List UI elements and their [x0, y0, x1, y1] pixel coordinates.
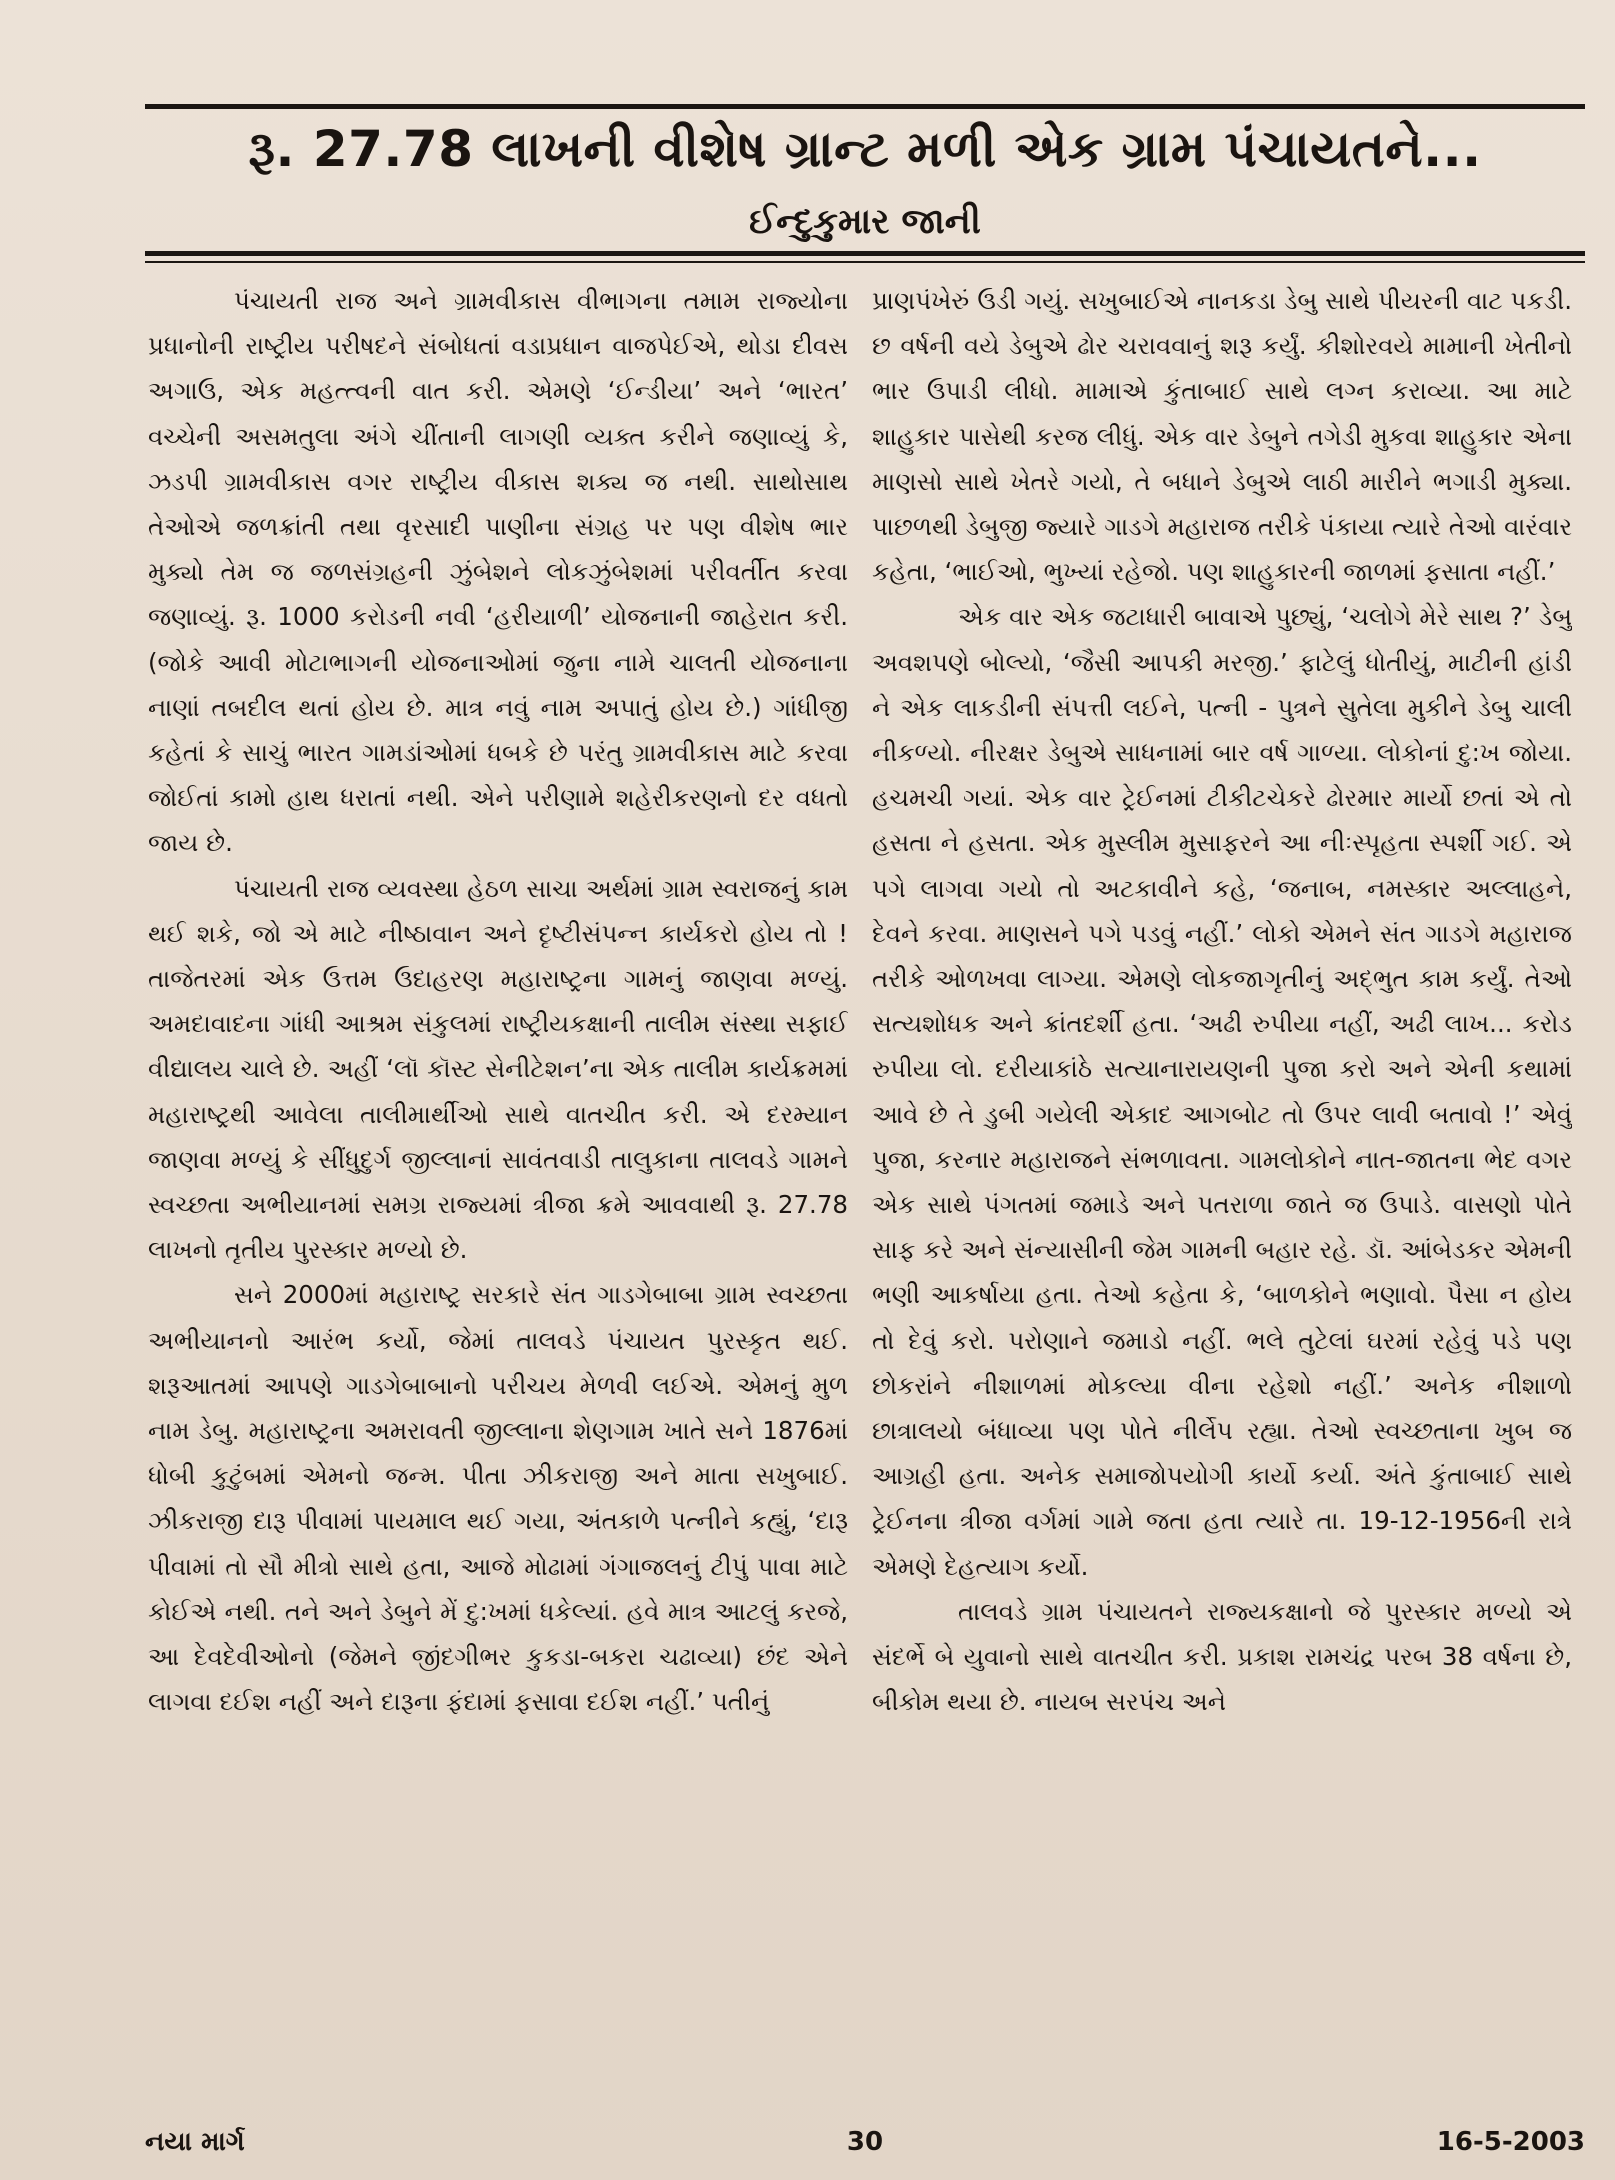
page-footer	[145, 2122, 1585, 2162]
paragraph: સને 2000માં મહારાષ્ટ્ર સરકારે સંત ગાડગેબાબા ગ્રામ સ્વચ્છતા અભીયાનનો આરંભ કર્યો, જેમાં તાલવડે પંચાયત પુરસ્કૃત થઈ. શરૂઆતમાં આપણે ગાડગેબાબાનો પરીચય મેળવી લઈએ. એમનું મુળ નામ ડેબુ. મહારાષ્ટ્રના અમરાવતી જીલ્લાના શેણગામ ખાતે સને 1876માં ધોબી કુટુંબમાં એમનો જન્મ. પીતા ઝીકરાજી અને માતા સખુબાઈ. ઝીકરાજી દારૂ પીવામાં પાયમાલ થઈ ગયા, અંતકાળે પત્નીને કહ્યું, ‘દારૂ પીવામાં તો સૌ મીત્રો સાથે હતા, આજે મોઢામાં ગંગાજલનું ટીપું પાવા માટે કોઈએ નથી. તને અને ડેબુને મેં દુ:ખમાં ધકેલ્યાં. હવે માત્ર આટલું કરજે, આ દેવદેવીઓનો (જેમને જીંદગીભર કુકડા-બકરા ચઢાવ્યા) છંદ એને લાગવા દઈશ નહીં અને દારૂના ફંદામાં ફસાવા દઈશ નહીં.’ પતીનું	[148, 1280, 848, 1717]
top-rule	[145, 104, 1585, 109]
article-title: રૂ. 27.78 લાખની વીશેષ ગ્રાન્ટ મળી એક ગ્રામ પંચાયતને...	[248, 120, 1482, 178]
left-column	[148, 278, 848, 2108]
issue-date: 16-5-2003	[1436, 2127, 1585, 2157]
paragraph: એક વાર એક જટાધારી બાવાએ પુછ્યું, ‘ચલોગે મેરે સાથ ?’ ડેબુ અવશપણે બોલ્યો, ‘જૈસી આપકી મરજી.’ ફાટેલું ધોતીયું, માટીની હાંડી ને એક લાકડીની સંપત્તી લઈને, પત્ની - પુત્રને સુતેલા મુકીને ડેબુ ચાલી નીકળ્યો. નીરક્ષર ડેબુએ સાધનામાં બાર વર્ષ ગાળ્યા. લોકોનાં દુ:ખ જોયા. હચમચી ગયાં. એક વાર ટ્રેઈનમાં ટીકીટચેકરે ઢોરમાર માર્યો છતાં એ તો હસતા ને હસતા. એક મુસ્લીમ મુસાફરને આ નીઃસ્પૃહતા સ્પર્શી ગઈ. એ પગે લાગવા ગયો તો અટકાવીને કહે, ‘જનાબ, નમસ્કાર અલ્લાહને, દેવને કરવા. માણસને પગે પડવું નહીં.’ લોકો એમને સંત ગાડગે મહારાજ તરીકે ઓળખવા લાગ્યા. એમણે લોકજાગૃતીનું અદ્ભુત કામ કર્યું. તેઓ સત્યશોધક અને ક્રાંતદર્શી હતા. ‘અઢી રુપીયા નહીં, અઢી લાખ... કરોડ રુપીયા લો. દરીયાકાંઠે સત્યાનારાયણની પુજા કરો અને એની કથામાં આવે છે તે ડુબી ગયેલી એકાદ આગબોટ તો ઉપર લાવી બતાવો !’ એવું પુજા, કરનાર મહારાજને સંભળાવતા. ગામલોકોને નાત-જાતના ભેદ વગર એક સાથે પંગતમાં જમાડે અને પતરાળા જાતે જ ઉપાડે. વાસણો પોતે સાફ કરે અને સંન્યાસીની જેમ ગામની બહાર રહે. ડૉ. આંબેડકર એમની ભણી આકર્ષાયા હતા. તેઓ કહેતા કે, ‘બાળકોને ભણાવો. પૈસા ન હોય તો દેવું કરો. પરોણાને જમાડો નહીં. ભલે તુટેલાં ઘરમાં રહેવું પડે પણ છોકરાંને નીશાળમાં મોકલ્યા વીના રહેશો નહીં.’ અનેક નીશાળો છાત્રાલયો બંધાવ્યા પણ પોતે નીર્લેપ રહ્યા. તેઓ સ્વચ્છતાના ખુબ જ આગ્રહી હતા. અનેક સમાજોપયોગી કાર્યો કર્યા. અંતે કુંતાબાઈ સાથે ટ્રેઈનના ત્રીજા વર્ગમાં ગામે જતા હતા ત્યારે તા. 19-12-1956ની રાત્રે એમણે દેહત્યાગ કર્યો.	[872, 602, 1572, 1581]
header-rule-thick	[145, 251, 1585, 256]
article-author: ઈન્દુકુમાર જાની	[749, 202, 981, 242]
paragraph: પંચાયતી રાજ અને ગ્રામવીકાસ વીભાગના તમામ રાજ્યોના પ્રધાનોની રાષ્ટ્રીય પરીષદને સંબોધતાં વડાપ્રધાન વાજપેઈએ, થોડા દીવસ અગાઉ, એક મહત્ત્વની વાત કરી. એમણે ‘ઈન્ડીયા’ અને ‘ભારત’ વચ્ચેની અસમતુલા અંગે ચીંતાની લાગણી વ્યક્ત કરીને જણાવ્યું કે, ઝડપી ગ્રામવીકાસ વગર રાષ્ટ્રીય વીકાસ શક્ય જ નથી. સાથોસાથ તેઓએ જળક્રાંતી તથા વૃરસાદી પાણીના સંગ્રહ પર પણ વીશેષ ભાર મુક્યો તેમ જ જળસંગ્રહની ઝુંબેશને લોકઝુંબેશમાં પરીવર્તીત કરવા જણાવ્યું. રૂ. 1000 કરોડની નવી ‘હરીયાળી’ યોજનાની જાહેરાત કરી. (જોકે આવી મોટાભાગની યોજનાઓમાં જુના નામે ચાલતી યોજનાના નાણાં તબદીલ થતાં હોય છે. માત્ર નવું નામ અપાતું હોય છે.) ગાંધીજી કહેતાં કે સાચું ભારત ગામડાંઓમાં ધબકે છે પરંતુ ગ્રામવીકાસ માટે કરવા જોઈતાં કામો હાથ ધરાતાં નથી. એને પરીણામે શહેરીકરણનો દર વધતો જાય છે.	[148, 286, 848, 858]
paragraph: પ્રાણપંખેરું ઉડી ગયું. સખુબાઈએ નાનકડા ડેબુ સાથે પીયરની વાટ પકડી. છ વર્ષની વયે ડેબુએ ઢોર ચરાવવાનું શરૂ કર્યું. કીશોરવયે મામાની ખેતીનો ભાર ઉપાડી લીધો. મામાએ કુંતાબાઈ સાથે લગ્ન કરાવ્યા. આ માટે શાહુકાર પાસેથી કરજ લીધું. એક વાર ડેબુને તગેડી મુકવા શાહુકાર એના માણસો સાથે ખેતરે ગયો, તે બધાને ડેબુએ લાઠી મારીને ભગાડી મુક્યા. પાછળથી ડેબુજી જ્યારે ગાડગે મહારાજ તરીકે પંકાયા ત્યારે તેઓ વારંવાર કહેતા, ‘ભાઈઓ, ભુખ્યાં રહેજો. પણ શાહુકારની જાળમાં ફસાતા નહીં.’	[872, 286, 1572, 587]
header-rule-thin	[145, 261, 1585, 263]
page-number: 30	[846, 2127, 884, 2157]
publication-name: નયા માર્ગ	[145, 2127, 245, 2157]
paragraph: તાલવડે ગ્રામ પંચાયતને રાજ્યકક્ષાનો જે પુરસ્કાર મળ્યો એ સંદર્ભે બે યુવાનો સાથે વાતચીત કરી. પ્રકાશ રામચંદ્ર પરબ 38 વર્ષના છે, બીકોમ થયા છે. નાયબ સરપંચ અને	[872, 1596, 1572, 1717]
paragraph: પંચાયતી રાજ વ્યવસ્થા હેઠળ સાચા અર્થમાં ગ્રામ સ્વરાજનું કામ થઈ શકે, જો એ માટે નીષ્ઠાવાન અને દૃષ્ટીસંપન્ન કાર્યકરો હોય તો ! તાજેતરમાં એક ઉત્તમ ઉદાહરણ મહારાષ્ટ્રના ગામનું જાણવા મળ્યું. અમદાવાદના ગાંધી આશ્રમ સંકુલમાં રાષ્ટ્રીયકક્ષાની તાલીમ સંસ્થા સફાઈ વીદ્યાલય ચાલે છે. અહીં ‘લૉ કૉસ્ટ સેનીટેશન’ના એક તાલીમ કાર્યક્રમમાં મહારાષ્ટ્રથી આવેલા તાલીમાર્થીઓ સાથે વાતચીત કરી. એ દરમ્યાન જાણવા મળ્યું કે સીંધુદુર્ગ જીલ્લાનાં સાવંતવાડી તાલુકાના તાલવડે ગામને સ્વચ્છતા અભીયાનમાં સમગ્ર રાજ્યમાં ત્રીજા ક્રમે આવવાથી રૂ. 27.78 લાખનો તૃતીય પુરસ્કાર મળ્યો છે.	[148, 873, 848, 1265]
right-column	[872, 278, 1572, 2108]
